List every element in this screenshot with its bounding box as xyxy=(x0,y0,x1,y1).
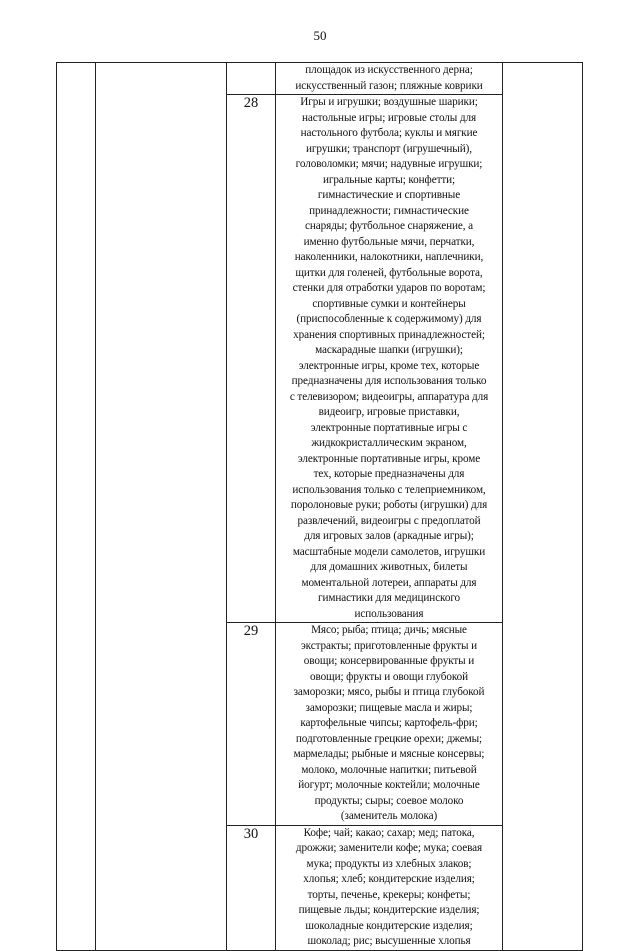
class-number: 29 xyxy=(227,623,276,826)
description-line: (приспособленные к содержимому) для xyxy=(296,313,482,325)
description-line: поролоновые руки; роботы (игрушки) для xyxy=(290,499,488,511)
description-line: принадлежности; гимнастические xyxy=(309,204,469,217)
description-line: Мясо; рыба; птица; дичь; мясные xyxy=(311,624,467,636)
description-line: щитки для голеней, футбольные ворота, xyxy=(295,266,483,279)
description-line: продукты; сыры; соевое молоко xyxy=(314,794,464,807)
description-line: (заменитель молока) xyxy=(340,810,438,822)
description-line: торты, печенье, крекеры; конфеты; xyxy=(307,888,471,901)
description-line: игральные карты; конфетти; xyxy=(322,173,456,186)
description-line: овощи; фрукты и овощи глубокой xyxy=(309,670,469,683)
description-line: картофельные чипсы; картофель-фри; xyxy=(300,717,478,729)
goods-description xyxy=(276,63,503,95)
description-line: видеоигр, игровые приставки, xyxy=(318,406,460,418)
description-line: йогурт; молочные коктейли; молочные xyxy=(298,779,480,791)
description-line: маскарадные шапки (игрушки); xyxy=(315,344,463,356)
class-number: 30 xyxy=(227,825,276,950)
description-line: шоколадные кондитерские изделия; xyxy=(305,919,473,932)
class-number: 28 xyxy=(227,95,276,623)
description-line: мука; продукты из хлебных злаков; xyxy=(306,857,472,870)
description-line: развлечений, видеоигры с предоплатой xyxy=(297,514,481,527)
blank-column-5 xyxy=(503,63,583,951)
description-line: молоко, молочные напитки; питьевой xyxy=(301,763,477,776)
description-line: подготовленные грецкие орехи; джемы; xyxy=(295,732,483,745)
blank-column-2 xyxy=(96,63,227,951)
description-line: площадок из искусственного дерна; xyxy=(305,64,473,76)
description-line: настольного футбола; куклы и мягкие xyxy=(300,127,478,139)
description-line: использования только с телеприемником, xyxy=(292,483,486,496)
description-line: спортивные сумки и контейнеры xyxy=(312,297,466,310)
description-line: Кофе; чай; какао; сахар; мед; патока, xyxy=(303,826,475,839)
description-line: гимнастики для медицинского xyxy=(317,592,461,604)
class-number xyxy=(227,63,276,95)
description-line: стенки для отработки ударов по воротам; xyxy=(292,282,486,294)
description-line: пищевые льды; кондитерские изделия; xyxy=(298,904,480,916)
description-line: предназначены для использования только xyxy=(291,375,487,387)
description-line: хранения спортивных принадлежностей; xyxy=(293,328,485,341)
description-line: заморозки; пищевые масла и жиры; xyxy=(305,701,473,714)
description-line: дрожжи; заменители кофе; мука; соевая xyxy=(295,842,483,854)
description-line: хлопья; хлеб; кондитерские изделия; xyxy=(303,873,475,885)
description-line: для домашних животных, билеты xyxy=(310,561,468,573)
description-line: игрушки; транспорт (игрушечный), xyxy=(306,142,472,155)
page-number: 50 xyxy=(313,28,327,43)
description-line: головоломки; мячи; надувные игрушки; xyxy=(295,158,483,170)
description-line: именно футбольные мячи, перчатки, xyxy=(303,235,475,248)
goods-description xyxy=(276,95,503,623)
description-line: овощи; консервированные фрукты и xyxy=(303,655,475,667)
description-line: шоколад; рис; высушенные хлопья xyxy=(307,935,471,947)
goods-classes-table xyxy=(56,62,583,951)
description-line: масштабные модели самолетов, игрушки xyxy=(292,545,486,558)
goods-description xyxy=(276,825,503,950)
description-line: настольные игры; игровые столы для xyxy=(301,111,477,124)
description-line: наколенники, налокотники, наплечники, xyxy=(294,251,484,263)
description-line: электронные портативные игры, кроме xyxy=(297,452,481,465)
description-line: для игровых залов (аркадные игры); xyxy=(304,530,474,542)
description-line: с телевизором; видеоигры, аппаратура для xyxy=(289,390,489,403)
description-line: тех, которые предназначены для xyxy=(313,468,465,480)
goods-description xyxy=(276,623,503,826)
blank-column-1 xyxy=(57,63,96,951)
description-line: мармелады; рыбные и мясные консервы; xyxy=(293,748,485,760)
description-line: искусственный газон; пляжные коврики xyxy=(295,79,483,92)
description-line: моментальной лотереи, аппараты для xyxy=(301,576,477,589)
description-line: заморозки; мясо, рыбы и птица глубокой xyxy=(293,686,485,698)
description-line: электронные портативные игры с xyxy=(310,421,468,434)
description-line: экстракты; приготовленные фрукты и xyxy=(300,639,478,652)
description-line: жидкокристаллическим экраном, xyxy=(311,437,467,449)
description-line: гимнастические и спортивные xyxy=(317,189,461,201)
table-row xyxy=(57,63,583,95)
description-line: Игры и игрушки; воздушные шарики; xyxy=(300,96,478,108)
description-line: использования xyxy=(354,607,424,620)
description-line: электронные игры, кроме тех, которые xyxy=(298,359,480,372)
description-line: снаряды; футбольное снаряжение, а xyxy=(305,220,473,232)
